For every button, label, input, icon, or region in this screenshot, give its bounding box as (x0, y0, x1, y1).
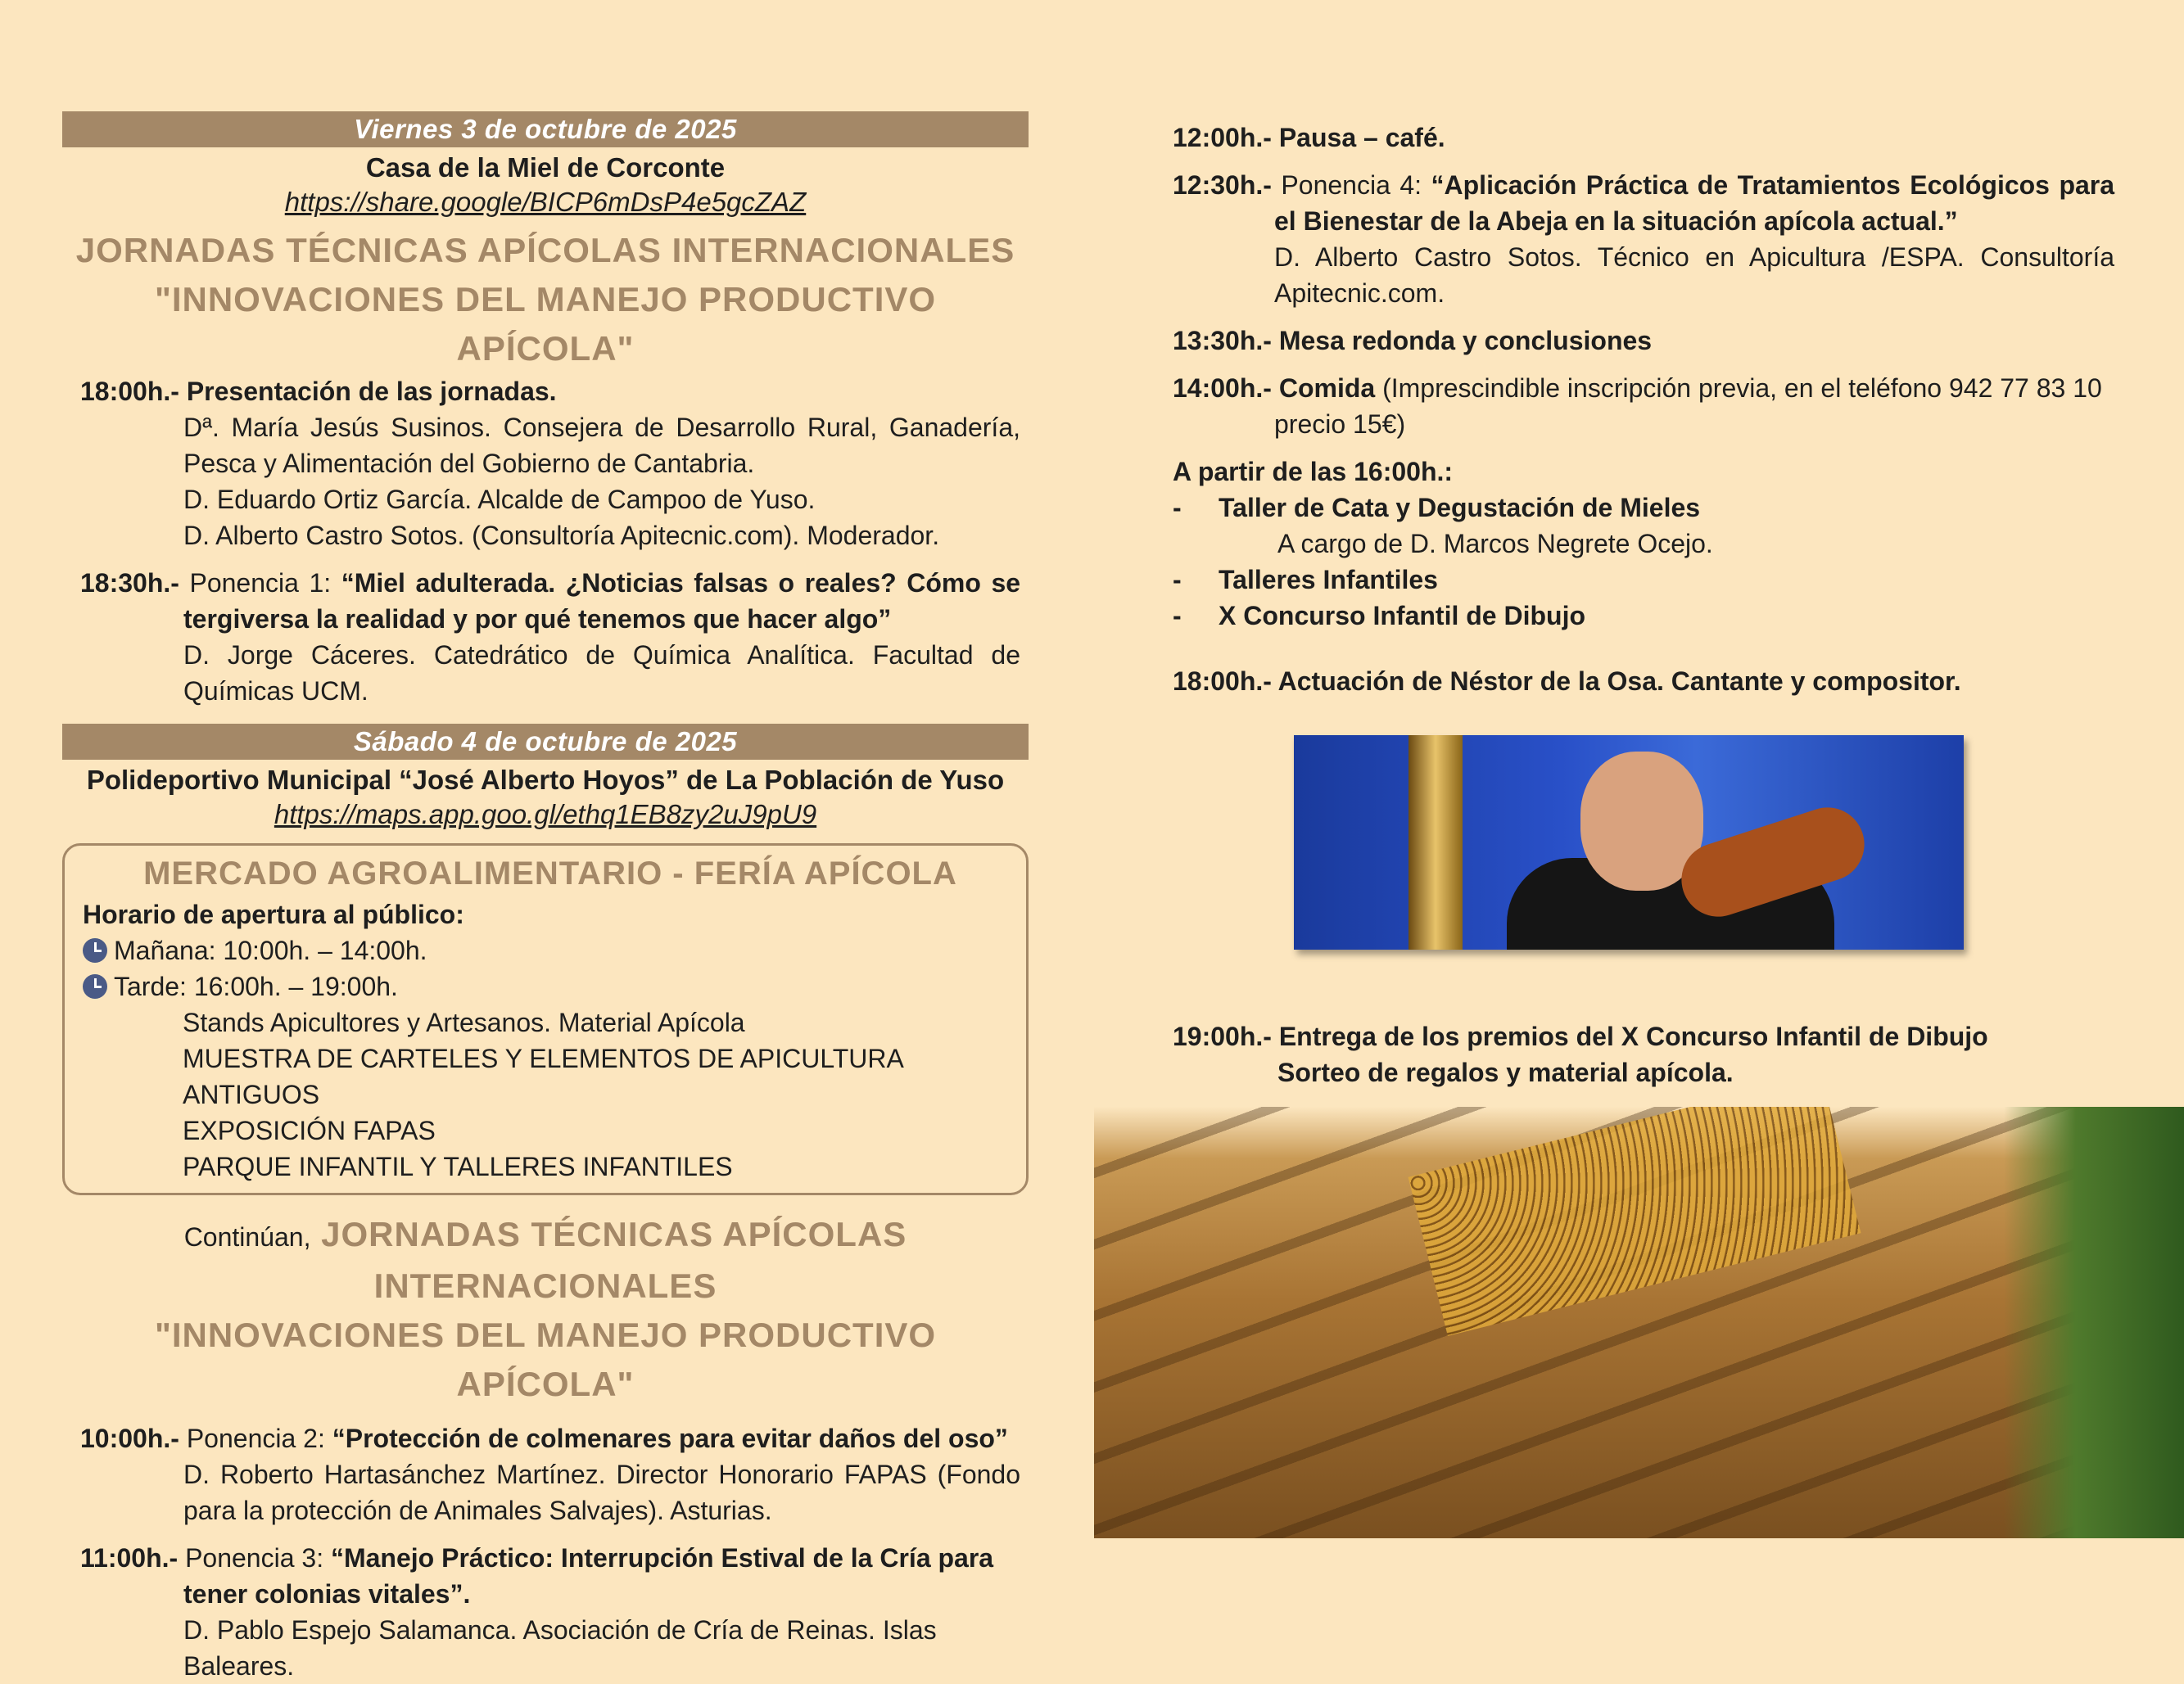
talk-1-title: “Miel adulterada. ¿Noticias falsas o reales? Cómo se tergiversa la realidad y por qué tenemos que hacer algo” (183, 568, 1021, 634)
photo-gold-panel (1409, 735, 1463, 950)
saturday-heading-1-text: JORNADAS TÉCNICAS APÍCOLAS INTERNACIONALES (321, 1215, 907, 1305)
saturday-heading-2: "INNOVACIONES DEL MANEJO PRODUCTIVO APÍCOLA" (154, 1316, 937, 1403)
activity-3 (1173, 598, 2114, 634)
talk-1-label: Ponencia 1: (189, 568, 332, 598)
talk-2-label: Ponencia 2: (186, 1424, 325, 1453)
friday-map-link[interactable]: https://share.google/BICP6mDsP4e5gcZAZ (284, 187, 807, 217)
lunch-note: (Imprescindible inscripción previa, en el teléfono 942 77 83 10 precio 15€) (1274, 373, 2102, 439)
talk-3-time: 11:00h.- (80, 1543, 179, 1573)
clock-icon (83, 974, 107, 999)
presentation-person-1: Dª. María Jesús Susinos. Consejera de Desarrollo Rural, Ganadería, Pesca y Alimentación del Gobierno de Cantabria. (183, 413, 1020, 478)
market-item-1: Stands Apicultores y Artesanos. Material Apícola (183, 1008, 745, 1037)
talk-4-label: Ponencia 4: (1281, 170, 1422, 200)
saturday-heading-1 (62, 1210, 1029, 1311)
market-item-4: PARQUE INFANTIL Y TALLERES INFANTILES (183, 1152, 733, 1181)
activity-1 (1173, 490, 2114, 526)
market-morning: Mañana: 10:00h. – 14:00h. (114, 936, 427, 965)
market-heading: MERCADO AGROALIMENTARIO - FERÍA APÍCOLA (143, 856, 957, 892)
talk-4 (1173, 167, 2114, 239)
talk-1-speaker: D. Jorge Cáceres. Catedrático de Química Analítica. Facultad de Químicas UCM. (183, 640, 1020, 706)
continue-prefix: Continúan, (183, 1222, 311, 1252)
friday-venue: Casa de la Miel de Corconte (365, 152, 726, 183)
market-item-3: EXPOSICIÓN FAPAS (183, 1116, 436, 1145)
talk-4-speaker: D. Alberto Castro Sotos. Técnico en Apicultura /ESPA. Consultoría Apitecnic.com. (1274, 242, 2114, 308)
clock-icon (83, 938, 107, 963)
activity-dash: - (1173, 565, 1182, 594)
presentation-person-3: D. Alberto Castro Sotos. (Consultoría Apitecnic.com). Moderador. (183, 521, 940, 550)
talk-3-label: Ponencia 3: (185, 1543, 324, 1573)
talk-2-speaker: D. Roberto Hartasánchez Martínez. Director Honorario FAPAS (Fondo para la protección de Animales Salvajes). Asturias. (183, 1460, 1020, 1525)
presentation-person-2: D. Eduardo Ortiz García. Alcalde de Campoo de Yuso. (183, 485, 816, 514)
saturday-map-link[interactable]: https://maps.app.goo.gl/ethq1EB8zy2uJ9pU9 (274, 799, 817, 829)
market-box (62, 843, 1029, 1195)
market-hours-label: Horario de apertura al público: (83, 900, 464, 929)
awards-line-1: 19:00h.- Entrega de los premios del X Concurso Infantil de Dibujo (1173, 1022, 1988, 1051)
left-column (62, 111, 1029, 1684)
talk-2-time: 10:00h.- (80, 1424, 179, 1453)
market-item-2: MUESTRA DE CARTELES Y ELEMENTOS DE APICULTURA ANTIGUOS (183, 1044, 903, 1109)
activity-2-title: Talleres Infantiles (1219, 565, 1438, 594)
presentation-time: 18:00h.- Presentación de las jornadas. (80, 377, 557, 406)
friday-heading-1: JORNADAS TÉCNICAS APÍCOLAS INTERNACIONALES (75, 231, 1015, 269)
friday-heading-2: "INNOVACIONES DEL MANEJO PRODUCTIVO APÍCOLA" (154, 280, 937, 368)
talk-1-time: 18:30h.- (80, 568, 179, 598)
activity-dash: - (1173, 601, 1182, 630)
talk-1 (62, 565, 1029, 637)
activity-1-note: A cargo de D. Marcos Negrete Ocejo. (1277, 529, 1713, 558)
coffee-break: 12:00h.- Pausa – café. (1173, 123, 1445, 152)
activity-dash: - (1173, 493, 1182, 522)
round-table: 13:30h.- Mesa redonda y conclusiones (1173, 326, 1653, 355)
lunch (1173, 370, 2114, 442)
talk-4-time: 12:30h.- (1173, 170, 1272, 200)
saturday-venue: Polideportivo Municipal “José Alberto Hoyos” de La Población de Yuso (86, 765, 1005, 795)
grass-background (2004, 1107, 2184, 1538)
lunch-time: 14:00h.- Comida (1173, 373, 1376, 403)
afternoon-label: A partir de las 16:00h.: (1173, 457, 1454, 486)
talk-4-title: “Aplicación Práctica de Tratamientos Ecológicos para el Bienestar de la Abeja en la situación apícola actual.” (1274, 170, 2115, 236)
saturday-date-banner: Sábado 4 de octubre de 2025 (62, 724, 1029, 760)
beehive-photo (1094, 1107, 2184, 1538)
concert: 18:00h.- Actuación de Néstor de la Osa. Cantante y compositor. (1173, 666, 1961, 696)
honeycomb-frame (1409, 1107, 1861, 1336)
market-afternoon: Tarde: 16:00h. – 19:00h. (114, 972, 398, 1001)
talk-2-title: “Protección de colmenares para evitar daños del oso” (332, 1424, 1008, 1453)
friday-date-banner: Viernes 3 de octubre de 2025 (62, 111, 1029, 147)
activity-1-title: Taller de Cata y Degustación de Mieles (1219, 493, 1701, 522)
talk-3-speaker: D. Pablo Espejo Salamanca. Asociación de Cría de Reinas. Islas Baleares. (183, 1615, 937, 1681)
talk-2 (62, 1420, 1029, 1456)
awards-line-2: Sorteo de regalos y material apícola. (1277, 1058, 1734, 1087)
talk-3 (62, 1540, 1029, 1612)
activity-3-title: X Concurso Infantil de Dibujo (1219, 601, 1585, 630)
singer-photo (1294, 735, 1964, 950)
talk-3-title: “Manejo Práctico: Interrupción Estival de la Cría para tener colonias vitales”. (183, 1543, 994, 1609)
activity-2 (1173, 562, 2114, 598)
